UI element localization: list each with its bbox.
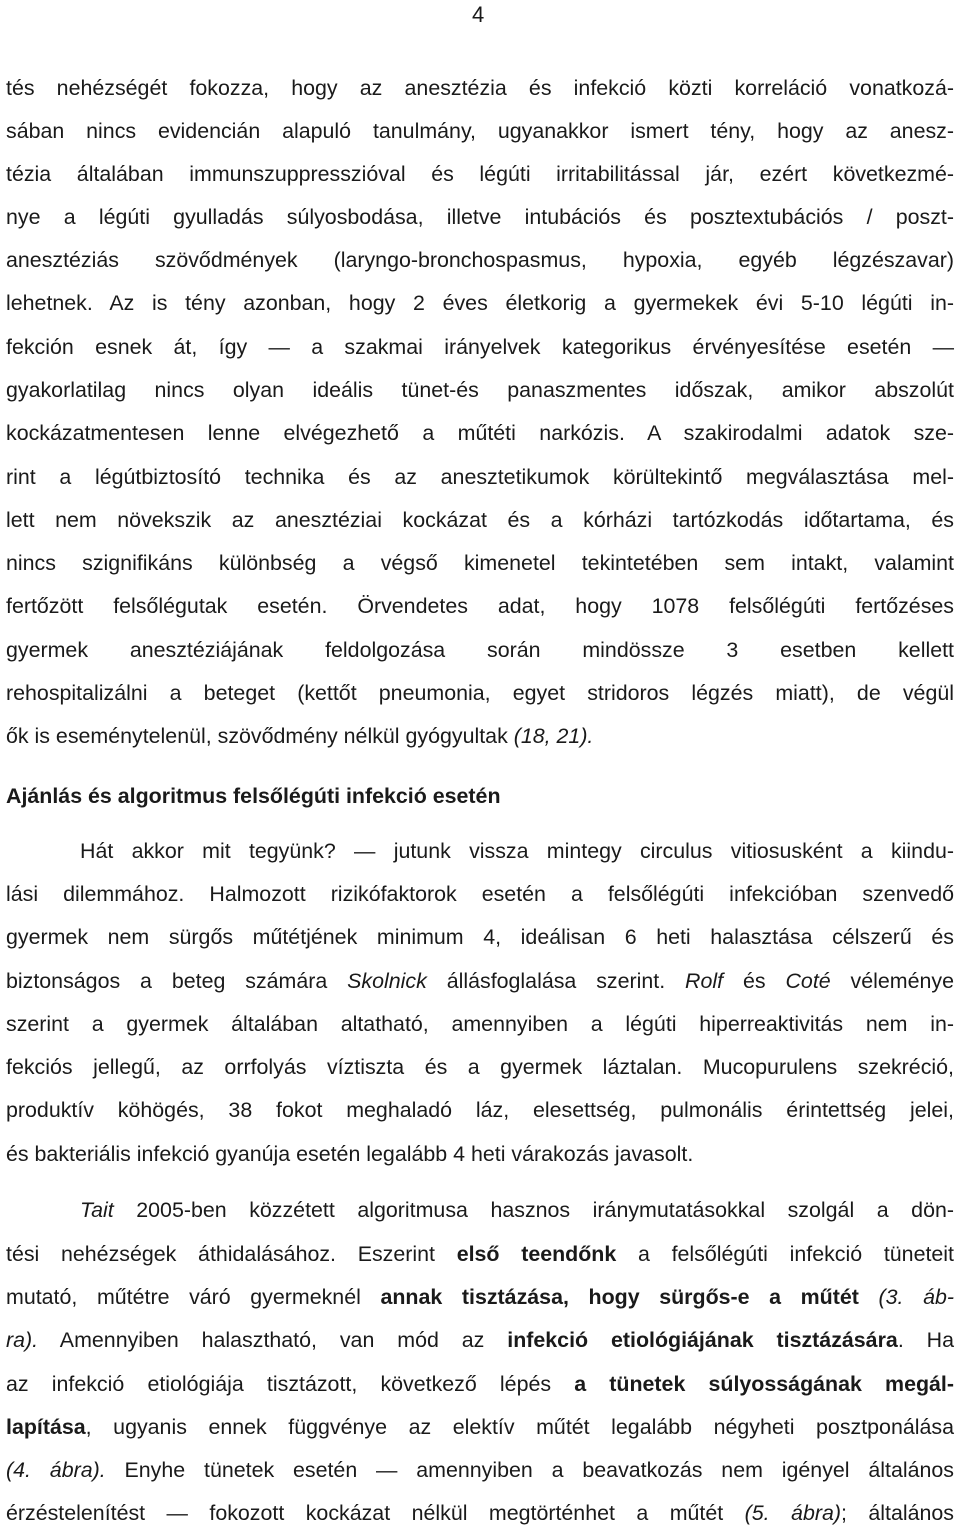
text-line: [6, 1239, 954, 1269]
text-line: [6, 1369, 954, 1399]
text-line: [80, 1195, 954, 1225]
text-line: gyakorlatilag nincs olyan ideális tünet-és panaszmentes időszak, amikor abszolút: [6, 378, 954, 402]
text-span: biztonságos a beteg számára: [6, 969, 348, 993]
text-span: mutató, műtétre váró gyermeknél: [6, 1285, 381, 1309]
text-line: [6, 1455, 954, 1485]
bold-phrase: annak tisztázása, hogy sürgős-e a műtét: [380, 1285, 859, 1309]
text-line: nincs szignifikáns különbség a végső kimenetel tekintetében sem intakt, valamint: [6, 551, 954, 575]
figure-ref: (3. áb-: [878, 1285, 954, 1309]
text-line: fertőzött felsőlégutak esetén. Örvendetes adat, hogy 1078 felsőlégúti fertőzéses: [6, 594, 954, 618]
bold-phrase: a tünetek súlyosságának megál-: [574, 1372, 954, 1396]
citation-ref: (18, 21).: [513, 724, 594, 748]
text-line: [6, 1282, 954, 1312]
text-line: [6, 1412, 954, 1442]
text-line: anesztéziás szövődmények (laryngo-bronchospasmus, hypoxia, egyéb légzészavar): [6, 248, 954, 272]
text-span: állásfoglalása szerint.: [426, 969, 686, 993]
text-span: ők is eseménytelenül, szövődmény nélkül gyógyultak: [6, 724, 514, 748]
text-span: ; általános: [841, 1501, 955, 1525]
section-heading: Ajánlás és algoritmus felsőlégúti infekció esetén: [6, 784, 501, 808]
page-number: 4: [472, 2, 485, 27]
author-name: Coté: [785, 969, 831, 993]
author-name: Tait: [80, 1198, 114, 1222]
text-line: [6, 1325, 954, 1355]
text-span: 2005-ben közzétett algoritmusa hasznos iránymutatásokkal szolgál a dön-: [113, 1198, 954, 1222]
text-line: fekciós jellegű, az orrfolyás víztiszta és a gyermek láztalan. Mucopurulens szekréció,: [6, 1055, 954, 1079]
text-span: Enyhe tünetek esetén — amennyiben a beavatkozás nem igényel általános: [105, 1458, 954, 1482]
text-span: Amennyiben halasztható, van mód az: [38, 1328, 508, 1352]
text-line: sában nincs evidencián alapuló tanulmány, ugyanakkor ismert tény, hogy az anesz-: [6, 119, 954, 143]
text-span: és: [723, 969, 786, 993]
text-line: tézia általában immunszuppresszióval és légúti irritabilitással jár, ezért következmé-: [6, 162, 954, 186]
text-line: rint a légútbiztosító technika és az anesztetikumok körültekintő megválasztása mel-: [6, 465, 954, 489]
text-span: tési nehézségek áthidalásához. Eszerint: [6, 1242, 457, 1266]
text-span: , ugyanis ennek függvénye az elektív műtét legalább négyheti posztponálása: [85, 1415, 954, 1439]
text-line: kockázatmentesen lenne elvégezhető a műtéti narkózis. A szakirodalmi adatok sze-: [6, 421, 954, 445]
bold-phrase: első teendőnk: [456, 1242, 617, 1266]
figure-ref: (4. ábra).: [6, 1458, 106, 1482]
bold-phrase: infekció etiológiájának tisztázására: [507, 1328, 898, 1352]
text-line: [6, 966, 954, 996]
text-line: [6, 721, 954, 751]
text-line: lehetnek. Az is tény azonban, hogy 2 éves életkorig a gyermekek évi 5-10 légúti in-: [6, 291, 954, 315]
text-line: gyermek anesztéziájának feldolgozása során mindössze 3 esetben kellett: [6, 638, 954, 662]
author-name: Rolf: [685, 969, 724, 993]
text-line: szerint a gyermek általában altatható, amennyiben a légúti hiperreaktivitás nem in-: [6, 1012, 954, 1036]
text-span: [859, 1285, 879, 1309]
text-span: a felsőlégúti infekció tüneteit: [616, 1242, 954, 1266]
figure-ref: ra).: [6, 1328, 39, 1352]
figure-ref: (5. ábra): [744, 1501, 841, 1525]
text-span: érzéstelenítést — fokozott kockázat nélkül megtörténhet a műtét: [6, 1501, 745, 1525]
text-line: Hát akkor mit tegyünk? — jutunk vissza mintegy circulus vitiosusként a kiindu-: [80, 839, 954, 863]
text-line: lási dilemmához. Halmozott rizikófaktorok esetén a felsőlégúti infekcióban szenvedő: [6, 882, 954, 906]
text-line: és bakteriális infekció gyanúja esetén legalább 4 heti várakozás javasolt.: [6, 1142, 694, 1166]
text-line: produktív köhögés, 38 fokot meghaladó láz, elesettség, pulmonális érintettség jelei,: [6, 1098, 954, 1122]
text-line: tés nehézségét fokozza, hogy az anesztézia és infekció közti korreláció vonatkozá-: [6, 76, 954, 100]
text-line: rehospitalizálni a beteget (kettőt pneumonia, egyet stridoros légzés miatt), de végül: [6, 681, 954, 705]
bold-phrase: lapítása: [6, 1415, 86, 1439]
text-span: véleménye: [830, 969, 954, 993]
text-line: [6, 1498, 954, 1528]
text-line: nye a légúti gyulladás súlyosbodása, illetve intubációs és posztextubációs / poszt-: [6, 205, 954, 229]
author-name: Skolnick: [347, 969, 427, 993]
text-line: lett nem növekszik az anesztéziai kockázat és a kórházi tartózkodás időtartama, és: [6, 508, 954, 532]
text-line: fekción esnek át, így — a szakmai irányelvek kategorikus érvényesítése esetén —: [6, 335, 954, 359]
text-span: . Ha: [897, 1328, 954, 1352]
text-line: gyermek nem sürgős műtétjének minimum 4, ideálisan 6 heti halasztása célszerű és: [6, 925, 954, 949]
text-span: az infekció etiológiája tisztázott, következő lépés: [6, 1372, 575, 1396]
